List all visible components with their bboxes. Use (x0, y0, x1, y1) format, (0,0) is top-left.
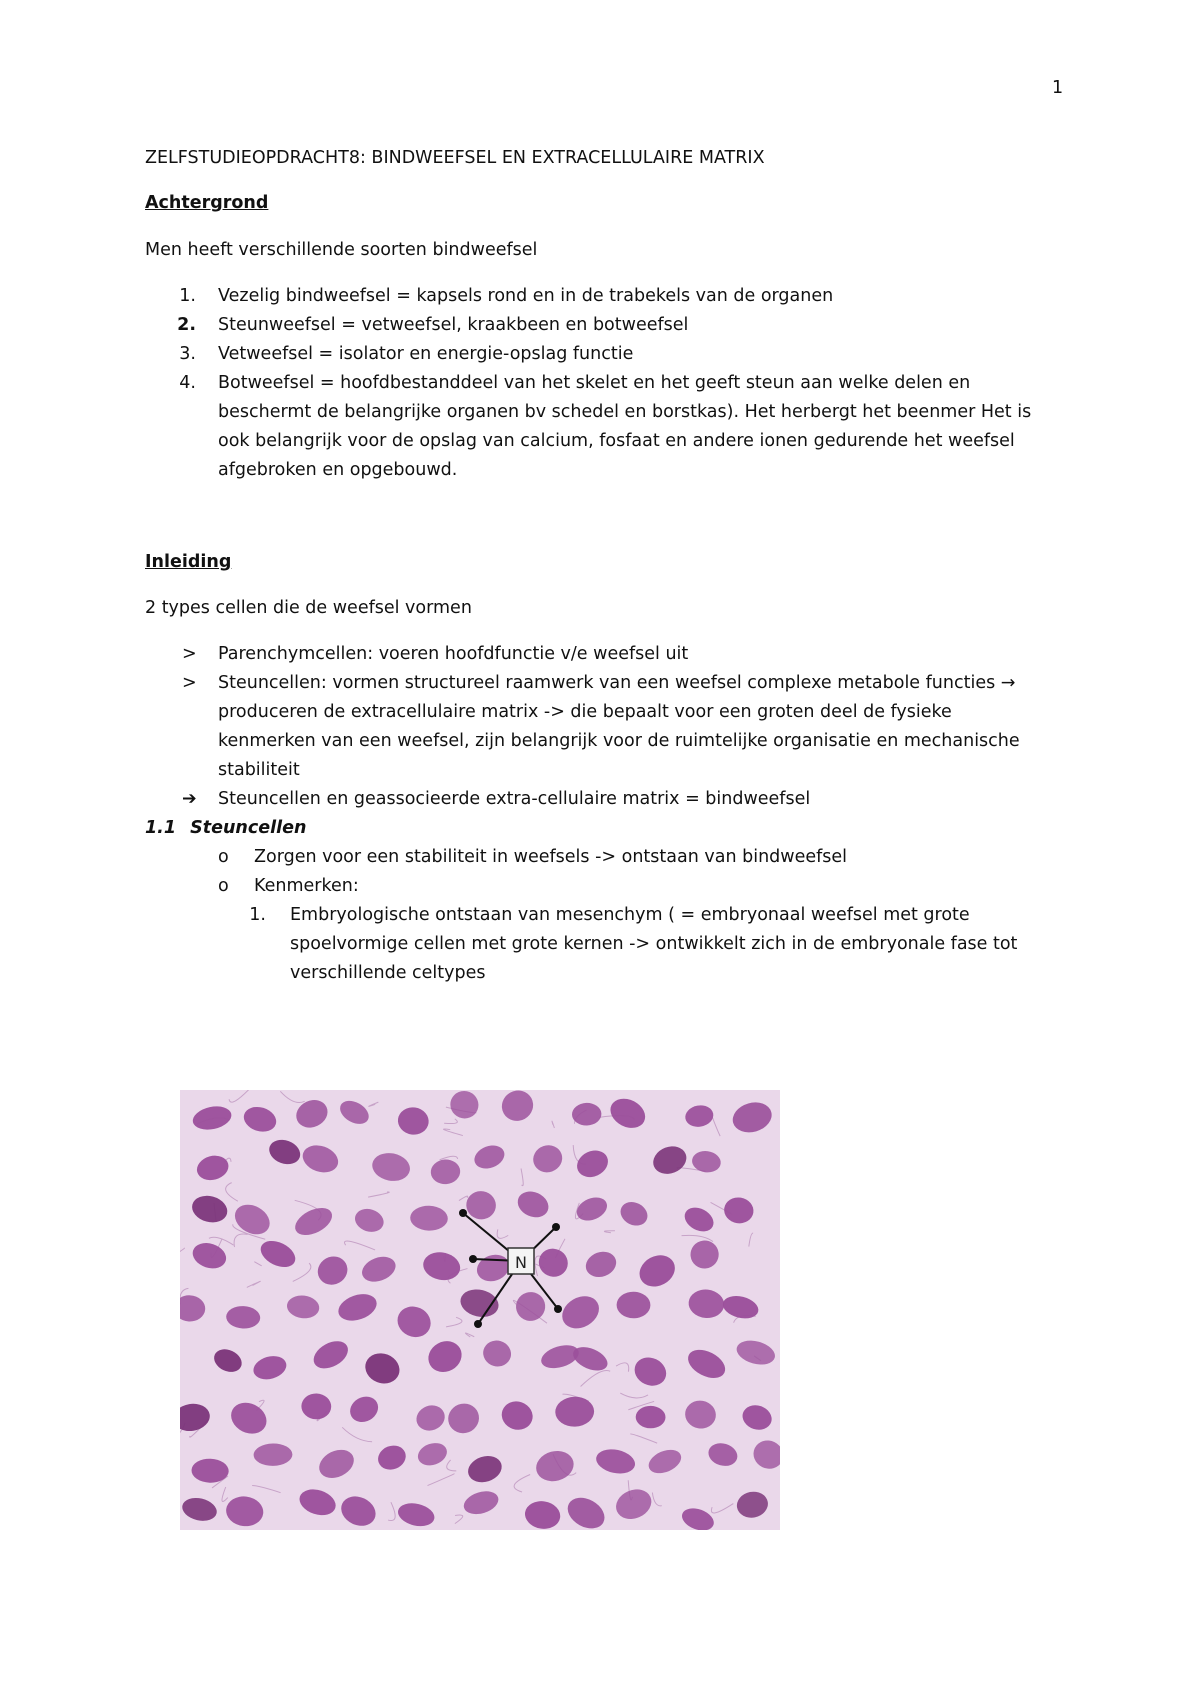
bullet-item-line: produceren de extracellulaire matrix -> die bepaalt voor een groten deel de fysieke (218, 702, 952, 722)
mesenchyme-micrograph (180, 1090, 780, 1530)
bullet-item-line: Steuncellen: vormen structureel raamwerk van een weefsel complexe metabole functies → (218, 673, 1016, 693)
arrow-conclusion: Steuncellen en geassocieerde extra-cellulaire matrix = bindweefsel (218, 789, 811, 809)
pointer-dot (459, 1209, 467, 1217)
pointer-dot (474, 1320, 482, 1328)
section-heading-1-1 (145, 818, 306, 838)
heading-inleiding: Inleiding (145, 552, 232, 572)
micrograph-svg (180, 1090, 780, 1530)
list-number: 1. (179, 286, 196, 306)
section-number: 1.1 (145, 818, 177, 838)
pointer-dot (469, 1255, 477, 1263)
list-number: 1. (249, 905, 266, 925)
heading-achtergrond: Achtergrond (145, 193, 269, 213)
list-item-line: ook belangrijk voor de opslag van calcium, fosfaat en andere ionen gedurende het weefsel (218, 431, 1015, 451)
list-item: Vezelig bindweefsel = kapsels rond en in de trabekels van de organen (218, 286, 834, 306)
list-item-line: beschermt de belangrijke organen bv schedel en borstkas). Het herbergt het beenmer Het is (218, 402, 1032, 422)
bullet-item: Parenchymcellen: voeren hoofdfunctie v/e weefsel uit (218, 644, 689, 664)
document-title: ZELFSTUDIEOPDRACHT8: BINDWEEFSEL EN EXTRACELLULAIRE MATRIX (145, 148, 765, 168)
list-item: Vetweefsel = isolator en energie-opslag functie (218, 344, 634, 364)
arrow-icon: ➔ (182, 789, 197, 809)
bullet-item-line: kenmerken van een weefsel, zijn belangrijk voor de ruimtelijke organisatie en mechanische (218, 731, 1020, 751)
bullet-glyph: > (182, 644, 197, 664)
bullet-item-line: stabiliteit (218, 760, 300, 780)
achtergrond-intro: Men heeft verschillende soorten bindweefsel (145, 240, 538, 260)
list-number: 3. (179, 344, 196, 364)
list-item-line: Botweefsel = hoofdbestanddeel van het skelet en het geeft steun aan welke delen en (218, 373, 971, 393)
list-item-line: spoelvormige cellen met grote kernen -> ontwikkelt zich in de embryonale fase tot (290, 934, 1018, 954)
section-title: Steuncellen (190, 818, 307, 838)
list-number: 4. (179, 373, 196, 393)
sub-bullet-glyph: o (218, 876, 229, 896)
pointer-dot (552, 1223, 560, 1231)
label-n: N (515, 1253, 527, 1272)
list-item-line: verschillende celtypes (290, 963, 486, 983)
list-item: Steunweefsel = vetweefsel, kraakbeen en botweefsel (218, 315, 689, 335)
bullet-glyph: > (182, 673, 197, 693)
page-number: 1 (1052, 78, 1064, 98)
sub-bullet-item: Kenmerken: (254, 876, 359, 896)
sub-bullet-glyph: o (218, 847, 229, 867)
list-item-line: afgebroken en opgebouwd. (218, 460, 458, 480)
pointer-dot (554, 1305, 562, 1313)
list-item-line: Embryologische ontstaan van mesenchym ( = embryonaal weefsel met grote (290, 905, 970, 925)
sub-bullet-item: Zorgen voor een stabiliteit in weefsels -> ontstaan van bindweefsel (254, 847, 848, 867)
inleiding-intro: 2 types cellen die de weefsel vormen (145, 598, 472, 618)
list-number: 2. (177, 315, 196, 335)
